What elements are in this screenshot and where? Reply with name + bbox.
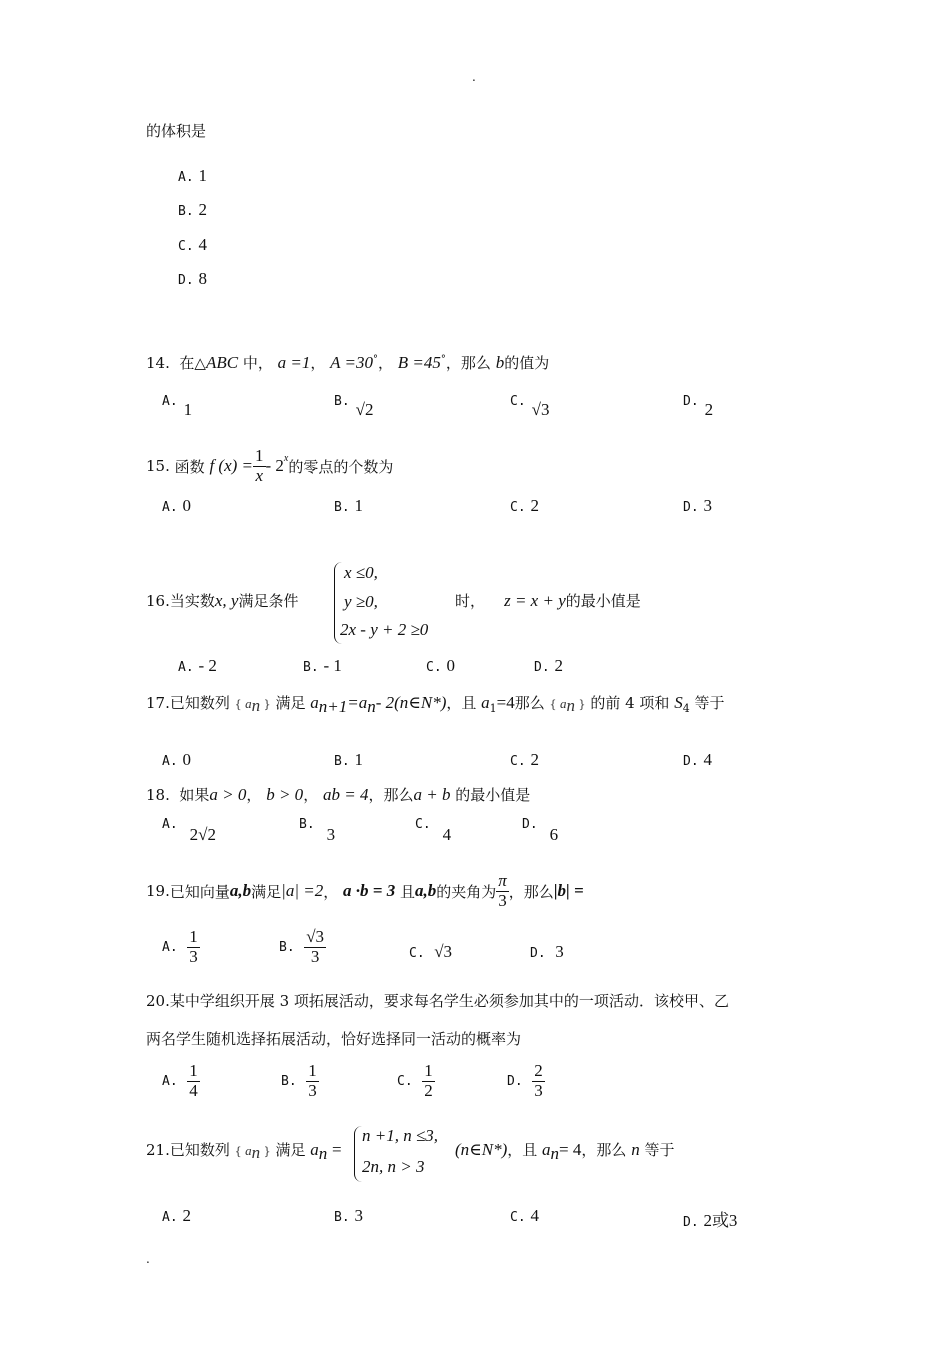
q21-option-d[interactable]: D. 2或3	[683, 1211, 738, 1230]
q13-option-c[interactable]: C. 4	[178, 235, 207, 254]
q15-stem: 15. 函数 f (x) = $\frac{1}{x}$ - 2 $^x$ 的零点的个数为	[146, 446, 394, 485]
q15-option-b[interactable]: B. 1	[334, 496, 363, 515]
q17-stem: 17.已知数列 { $a_n$ } 满足 $a_{n+1}=a_n-$ 2(n∈N*)，且 $a_1=4$那么 { $a_n$ } 的前 4 项和 $S_4$ 等于	[146, 693, 725, 716]
q18-option-c[interactable]: C.4	[415, 817, 452, 844]
q19-option-a[interactable]: A. $\frac{1}{3}$	[162, 927, 198, 966]
q19-angle-fraction: $\frac{\pi}{3}$	[498, 871, 507, 910]
q17-option-d[interactable]: D. 4	[683, 750, 712, 769]
q16-option-b[interactable]: B. - 1	[303, 656, 342, 675]
footer-dot: .	[146, 1252, 150, 1266]
q21-option-b[interactable]: B. 3	[334, 1206, 363, 1225]
q17-option-b[interactable]: B. 1	[334, 750, 363, 769]
q16-condition-3: 2x - y + 2 ≥0	[340, 620, 429, 639]
q17-option-c[interactable]: C. 2	[510, 750, 539, 769]
q14-option-d[interactable]: D. 2	[683, 394, 714, 419]
q16-option-a[interactable]: A. - 2	[178, 656, 217, 675]
q14-option-b[interactable]: B. √2	[334, 394, 374, 419]
q19-option-d[interactable]: D. 3	[530, 942, 564, 961]
q16-option-d[interactable]: D. 2	[534, 656, 563, 675]
q16-condition-2: y ≥0,	[344, 592, 378, 611]
q14-option-c[interactable]: C. √3	[510, 394, 550, 419]
q13-option-b[interactable]: B. 2	[178, 200, 207, 219]
q20-option-b[interactable]: B. $\frac{1}{3}$	[281, 1061, 317, 1100]
q13-option-d[interactable]: D. 8	[178, 269, 207, 288]
q14-stem: 14. 在△ABC 中， a =1， A =30°， B =45°，那么 b的值为	[146, 353, 550, 372]
q16-stem-right: 时， z = x + y的最小值是	[455, 591, 641, 610]
q20-option-d[interactable]: D. $\frac{2}{3}$	[507, 1061, 543, 1100]
q17-option-a[interactable]: A. 0	[162, 750, 191, 769]
q15-fraction: $\frac{1}{x}$	[255, 446, 264, 485]
q21-stem-left: 21.已知数列 { $a_n$ } 满足 $a_n$ =	[146, 1140, 342, 1163]
q15-option-d[interactable]: D. 3	[683, 496, 712, 515]
q21-stem-right: (n∈N*)，且 $a_n= 4$，那么 n 等于	[455, 1140, 675, 1163]
q19-option-c[interactable]: C. √3	[409, 942, 453, 961]
q20-stem-line1: 20.某中学组织开展 3 项拓展活动，要求每名学生必须参加其中的一项活动．该校甲、乙	[146, 992, 729, 1010]
q13-option-a[interactable]: A. 1	[178, 166, 207, 185]
q20-option-c[interactable]: C. $\frac{1}{2}$	[397, 1061, 433, 1100]
q20-option-a[interactable]: A. $\frac{1}{4}$	[162, 1061, 198, 1100]
q21-option-c[interactable]: C. 4	[510, 1206, 539, 1225]
q14-option-a[interactable]: A. 1	[162, 394, 193, 419]
header-dot: .	[472, 70, 476, 84]
q15-option-a[interactable]: A. 0	[162, 496, 191, 515]
q18-option-d[interactable]: D.6	[522, 817, 559, 844]
q19-stem: 19. 已知向量 a,b 满足 |a| =2 ， a ·b = 3 且 a,b 的夹角为 $\frac{\pi}{3}$ ，那么 |b| =	[146, 871, 584, 910]
q21-option-a[interactable]: A. 2	[162, 1206, 191, 1225]
q19-option-b[interactable]: B. $\frac{√3}{3}$	[279, 927, 325, 966]
q20-stem-line2: 两名学生随机选择拓展活动，恰好选择同一活动的概率为	[146, 1030, 522, 1048]
q16-option-c[interactable]: C. 0	[426, 656, 455, 675]
q16-condition-1: x ≤0,	[344, 563, 378, 582]
q16-stem-left: 16.当实数x, y满足条件	[146, 591, 299, 610]
q15-option-c[interactable]: C. 2	[510, 496, 539, 515]
q18-option-a[interactable]: A.2√2	[162, 817, 216, 844]
q21-case-2: 2n, n > 3	[362, 1157, 425, 1176]
q18-stem: 18. 如果a > 0， b > 0， ab = 4，那么a + b 的最小值是	[146, 785, 531, 804]
q13-tail-text: 的体积是	[146, 122, 207, 140]
q21-case-1: n +1, n ≤3,	[362, 1126, 439, 1145]
q18-option-b[interactable]: B.3	[299, 817, 336, 844]
